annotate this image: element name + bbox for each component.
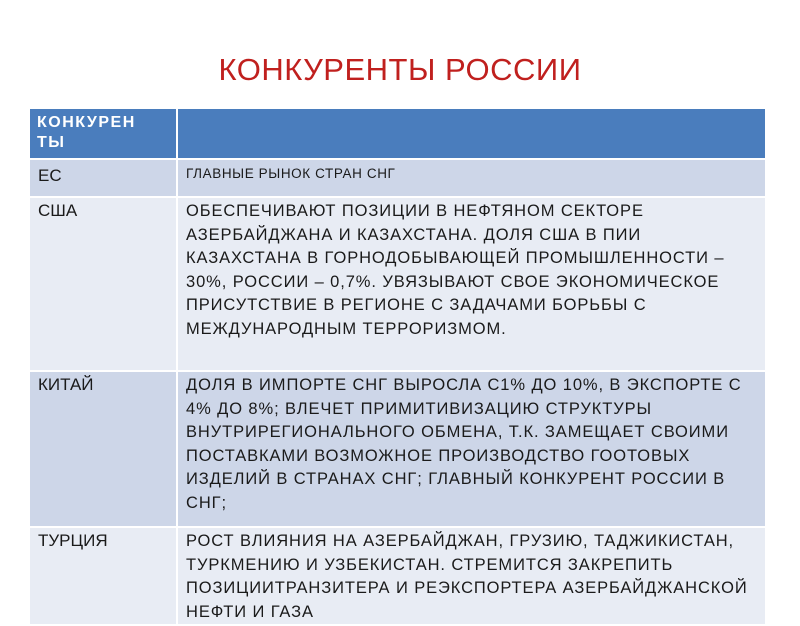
table-row bbox=[29, 197, 766, 371]
slide-title: КОНКУРЕНТЫ РОССИИ bbox=[218, 52, 582, 87]
competitor-description: ДОЛЯ В ИМПОРТЕ СНГ ВЫРОСЛА С1% ДО 10%, В ЭКСПОРТЕ С 4% ДО 8%; ВЛЕЧЕТ ПРИМИТИВИЗАЦИЮ СТРУКТУРЫ ВНУТРИРЕГИОНАЛЬНОГО ОБМЕНА, Т.К. ЗАМЕЩАЕТ СВОИМИ ПОСТАВКАМИ ВОЗМОЖНОЕ ПРОИЗВОДСТВО ГООТОВЫХ ИЗДЕЛИЙ В СТРАНАХ СНГ; ГЛАВНЫЙ КОНКУРЕНТ РОССИИ В СНГ; bbox=[177, 371, 766, 527]
competitor-name: КИТАЙ bbox=[29, 371, 177, 527]
table-row bbox=[29, 371, 766, 527]
header-cell-competitors: КОНКУРЕН ТЫ bbox=[29, 108, 177, 159]
competitor-description: РОСТ ВЛИЯНИЯ НА АЗЕРБАЙДЖАН, ГРУЗИЮ, ТАДЖИКИСТАН, ТУРКМЕНИЮ И УЗБЕКИСТАН. СТРЕМИТСЯ ЗАКРЕПИТЬ ПОЗИЦИИТРАНЗИТЕРА И РЕЭКСПОРТЕРА АЗЕРБАЙДЖАНСКОЙ НЕФТИ И ГАЗА bbox=[177, 527, 766, 625]
competitor-name: США bbox=[29, 197, 177, 371]
competitor-name: ТУРЦИЯ bbox=[29, 527, 177, 625]
competitor-name: ЕС bbox=[29, 159, 177, 197]
competitor-description: ГЛАВНЫЕ РЫНОК СТРАН СНГ bbox=[177, 159, 766, 197]
table-row bbox=[29, 527, 766, 625]
table-header-row bbox=[29, 108, 766, 159]
competitors-table bbox=[28, 107, 767, 626]
header-cell-description bbox=[177, 108, 766, 159]
table-row bbox=[29, 159, 766, 197]
competitor-description: ОБЕСПЕЧИВАЮТ ПОЗИЦИИ В НЕФТЯНОМ СЕКТОРЕ АЗЕРБАЙДЖАНА И КАЗАХСТАНА. ДОЛЯ США В ПИИ КАЗАХСТАНА В ГОРНОДОБЫВАЮЩЕЙ ПРОМЫШЛЕННОСТИ – 30%, РОССИИ – 0,7%. УВЯЗЫВАЮТ СВОЕ ЭКОНОМИЧЕСКОЕ ПРИСУТСТВИЕ В РЕГИОНЕ С ЗАДАЧАМИ БОРЬБЫ С МЕЖДУНАРОДНЫМ ТЕРРОРИЗМОМ. bbox=[177, 197, 766, 371]
